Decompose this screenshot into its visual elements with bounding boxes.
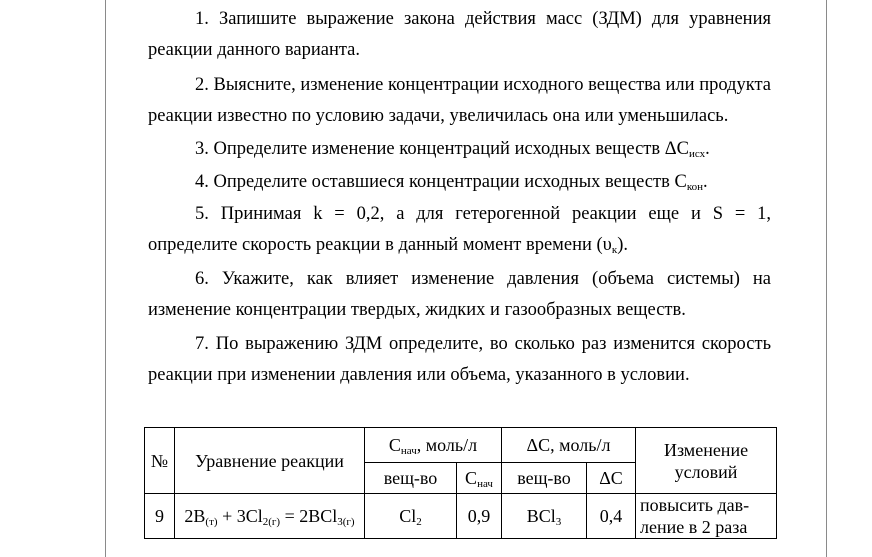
instruction-number: 3. bbox=[195, 139, 209, 159]
instruction-text: Принимая k = 0,2, а для гетерогенной реакции еще и S = 1, определите скорость реакции в данный момент времени (υ bbox=[148, 204, 771, 255]
instruction-4 bbox=[148, 167, 771, 198]
subheader-substance-2: вещ-во bbox=[502, 463, 587, 494]
header-c-start: $C_{нач}$, моль/л bbox=[365, 428, 502, 463]
instruction-number: 5. bbox=[195, 204, 209, 224]
instruction-number: 4. bbox=[195, 172, 209, 192]
header-equation: Уравнение реакции bbox=[175, 428, 365, 494]
instruction-text: Определите изменение концентраций исходных веществ ΔC bbox=[213, 139, 689, 159]
instruction-tail: ). bbox=[617, 235, 628, 255]
instruction-6 bbox=[148, 264, 771, 326]
cell-substance-2: BCl$_3$ bbox=[502, 494, 587, 539]
subheader-c-start: $C_{нач}$ bbox=[457, 463, 502, 494]
subscript: к bbox=[611, 244, 618, 256]
variant-table bbox=[144, 427, 777, 539]
cell-delta-c: 0,4 bbox=[587, 494, 636, 539]
instruction-text: Определите оставшиеся концентрации исходных веществ C bbox=[213, 172, 687, 192]
table-header-row bbox=[145, 428, 777, 463]
instruction-tail: . bbox=[705, 139, 710, 159]
instruction-1 bbox=[148, 4, 771, 66]
cell-conditions: повысить дав-ление в 2 раза bbox=[636, 494, 777, 539]
instruction-text: Запишите выражение закона действия масс (ЗДМ) для уравнения реакции данного варианта. bbox=[148, 9, 771, 60]
header-conditions: Изменение условий bbox=[636, 428, 777, 494]
instruction-number: 7. bbox=[195, 334, 209, 354]
subscript: исх bbox=[688, 148, 706, 160]
header-number: № bbox=[145, 428, 175, 494]
instruction-5 bbox=[148, 199, 771, 261]
cell-equation: $2B_{(т)} + 3Cl_{2(г)} = 2BCl_{3(г)}$ bbox=[175, 494, 365, 539]
cell-substance-1: $Cl_2$ bbox=[365, 494, 457, 539]
instruction-number: 2. bbox=[195, 75, 209, 95]
instruction-text: Укажите, как влияет изменение давления (объема системы) на изменение концентрации твердых, жидких и газообразных веществ. bbox=[148, 269, 771, 320]
instruction-text: Выясните, изменение концентрации исходного вещества или продукта реакции известно по условию задачи, увеличилась она или уменьшилась. bbox=[148, 75, 771, 126]
subscript: кон bbox=[686, 181, 703, 193]
cell-c-start: 0,9 bbox=[457, 494, 502, 539]
subheader-substance-1: вещ-во bbox=[365, 463, 457, 494]
header-delta-c: ΔC, моль/л bbox=[502, 428, 636, 463]
subheader-delta-c: ΔC bbox=[587, 463, 636, 494]
page-left-border bbox=[105, 0, 106, 557]
instruction-text: По выражению ЗДМ определите, во сколько раз изменится скорость реакции при изменении давления или объема, указанного в условии. bbox=[148, 334, 772, 385]
cell-number: 9 bbox=[145, 494, 175, 539]
instruction-2 bbox=[148, 70, 771, 132]
instruction-number: 1. bbox=[195, 9, 209, 29]
page-right-border bbox=[826, 0, 827, 557]
instruction-tail: . bbox=[703, 172, 708, 192]
instruction-7 bbox=[148, 329, 771, 391]
instruction-number: 6. bbox=[195, 269, 209, 289]
instruction-3 bbox=[148, 134, 771, 165]
table-row bbox=[145, 494, 777, 539]
